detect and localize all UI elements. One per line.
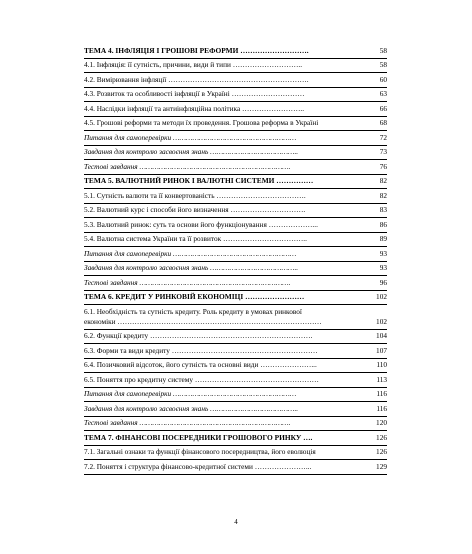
toc-entry-row[interactable] bbox=[84, 117, 387, 132]
toc-entry-row[interactable] bbox=[84, 388, 387, 403]
toc-page-number: 73 bbox=[379, 147, 387, 156]
toc-entry-row[interactable] bbox=[84, 88, 387, 103]
toc-entry-text: 5.3. Валютний ринок: суть та основи його функціонування bbox=[84, 219, 267, 229]
toc-entry-row[interactable] bbox=[84, 359, 387, 374]
toc-entry-row[interactable] bbox=[84, 276, 387, 291]
toc-page-number: 120 bbox=[376, 418, 387, 428]
toc-entry-row[interactable] bbox=[84, 73, 387, 88]
toc-entry-title bbox=[84, 249, 365, 259]
toc-entry-title bbox=[84, 346, 365, 356]
toc-entry-title bbox=[84, 104, 365, 114]
toc-entry-title bbox=[84, 307, 365, 328]
toc-section-row[interactable] bbox=[84, 431, 387, 446]
toc-leader-dots: …………………... bbox=[254, 461, 312, 471]
toc-entry-title bbox=[84, 331, 365, 341]
toc-entry-title bbox=[84, 118, 365, 128]
toc-entry-text: 4.5. Грошові реформи та методи їх проведення. Грошова реформа в Україні bbox=[84, 118, 319, 127]
toc-entry-text: 7.2. Поняття і структура фінансово-кредитної системи bbox=[84, 461, 253, 471]
toc-leader-dots: …………………………….. bbox=[223, 234, 307, 243]
toc-page-number: 93 bbox=[379, 263, 387, 272]
toc-entry-title bbox=[84, 191, 365, 201]
toc-entry-text: Тестові завдання bbox=[84, 277, 138, 287]
toc-entry-row[interactable] bbox=[84, 160, 387, 175]
toc-page-number: 104 bbox=[376, 331, 387, 341]
toc-entry-text: ТЕМА 5. ВАЛЮТНИЙ РИНОК І ВАЛЮТНІ СИСТЕМИ bbox=[84, 176, 275, 185]
toc-entry-text: 4.2. Вимірювання інфляції bbox=[84, 74, 167, 84]
toc-entry-row[interactable] bbox=[84, 417, 387, 432]
toc-page-number: 93 bbox=[379, 248, 387, 258]
toc-entry-text: Питання для самоперевірки bbox=[84, 248, 172, 258]
toc-entry-title bbox=[84, 75, 365, 85]
toc-leader-dots: …………… bbox=[276, 176, 314, 185]
toc-entry-text: ТЕМА 4. ІНФЛЯЦІЯ І ГРОШОВІ РЕФОРМИ bbox=[84, 45, 239, 55]
toc-entry-title-line1: 6.1. Необхідність та сутність кредиту. Роль кредиту в умовах ринкової bbox=[84, 306, 302, 316]
toc-entry-text: 6.3. Форми та види кредиту bbox=[84, 345, 170, 355]
toc-leader-dots: …………………………………………………… bbox=[171, 345, 318, 355]
toc-entry-text: Завдання для контролю засвоєння знань bbox=[84, 403, 209, 413]
toc-entry-text: ТЕМА 6. КРЕДИТ У РИНКОВІЙ ЕКОНОМІЦІ bbox=[84, 292, 244, 301]
toc-entry-row[interactable] bbox=[84, 247, 387, 262]
toc-page-number: 110 bbox=[376, 360, 387, 370]
toc-leader-dots: ………………... bbox=[268, 219, 318, 229]
toc-entry-text: 7.1. Загальні ознаки та функції фінансового посередництва, його еволюція bbox=[84, 447, 316, 457]
toc-leader-dots: ……………………………………………………………. bbox=[139, 277, 291, 287]
toc-entry-title bbox=[84, 162, 365, 172]
toc-leader-dots: …. bbox=[303, 432, 313, 442]
toc-entry-title bbox=[84, 447, 365, 457]
toc-entry-row[interactable] bbox=[84, 204, 387, 219]
toc-leader-dots: ……………………………………………………………. bbox=[139, 161, 291, 171]
toc-page-number: 60 bbox=[379, 74, 387, 84]
toc-entry-text: 5.1. Сутність валюти та її конвертованість bbox=[84, 190, 215, 200]
page-number: 4 bbox=[234, 518, 238, 526]
toc-leader-dots: …………………………………………… bbox=[194, 374, 319, 384]
toc-leader-dots: ………………………………………………… bbox=[172, 132, 297, 142]
toc-entry-title bbox=[84, 263, 365, 273]
table-of-contents bbox=[84, 44, 387, 475]
toc-entry-row[interactable] bbox=[84, 402, 387, 417]
toc-leader-dots: ………………………………………………… bbox=[172, 248, 297, 258]
toc-entry-title-line2 bbox=[84, 317, 361, 327]
toc-page-number: 102 bbox=[376, 316, 387, 326]
toc-entry-title bbox=[84, 133, 365, 143]
toc-page-number: 72 bbox=[379, 132, 387, 142]
toc-entry-title bbox=[84, 292, 365, 302]
toc-entry-title bbox=[84, 205, 365, 215]
toc-entry-row[interactable] bbox=[84, 131, 387, 146]
toc-leader-dots: ………………………………….. bbox=[210, 403, 299, 413]
toc-entry-row[interactable] bbox=[84, 189, 387, 204]
toc-page-number: 102 bbox=[376, 292, 387, 301]
toc-leader-dots: …………………….. bbox=[242, 103, 305, 113]
toc-entry-text: Тестові завдання bbox=[84, 418, 138, 428]
toc-page-number: 116 bbox=[376, 403, 387, 413]
toc-leader-dots: ………………………………. bbox=[216, 190, 306, 200]
toc-entry-text: 4.3. Розвиток та особливості інфляції в Україні bbox=[84, 89, 230, 98]
toc-page-number: 76 bbox=[379, 161, 387, 171]
toc-entry-title bbox=[84, 375, 365, 385]
toc-page-number: 89 bbox=[379, 234, 387, 243]
toc-page-number: 83 bbox=[379, 205, 387, 214]
toc-entry-title bbox=[84, 89, 365, 99]
toc-leader-dots: ………………………… bbox=[231, 89, 305, 98]
toc-entry-title bbox=[84, 278, 365, 288]
toc-entry-title bbox=[84, 360, 365, 370]
toc-entry-title bbox=[84, 418, 365, 428]
toc-entry-row[interactable] bbox=[84, 344, 387, 359]
toc-leader-dots: ………………………………….. bbox=[210, 263, 299, 272]
toc-entry-title bbox=[84, 147, 365, 157]
toc-entry-row[interactable] bbox=[84, 373, 387, 388]
toc-leader-dots: …………………………………………………………. bbox=[149, 331, 313, 341]
toc-leader-dots: ………………………………………………… bbox=[172, 389, 297, 399]
toc-entry-text: 5.4. Валютна система України та її розвиток bbox=[84, 234, 222, 243]
toc-entry-text: Питання для самоперевірки bbox=[84, 389, 172, 399]
toc-entry-text: 6.4. Позичковий відсоток, його сутність та основні види bbox=[84, 360, 259, 370]
toc-entry-text: 4.4. Наслідки інфляції та антиінфляційна політика bbox=[84, 103, 241, 113]
toc-section-row[interactable] bbox=[84, 44, 387, 59]
toc-entry-text: Завдання для контролю засвоєння знань bbox=[84, 147, 209, 156]
toc-section-row[interactable] bbox=[84, 291, 387, 306]
toc-entry-row[interactable] bbox=[84, 305, 387, 330]
toc-entry-title bbox=[84, 176, 365, 186]
toc-page-number: 107 bbox=[376, 345, 387, 355]
toc-leader-dots: …………………………………………………. bbox=[168, 74, 309, 84]
toc-entry-title-continuation: економіки bbox=[84, 316, 116, 326]
toc-entry-row[interactable] bbox=[84, 233, 387, 248]
toc-page-number: 116 bbox=[376, 389, 387, 399]
toc-entry-row[interactable] bbox=[84, 218, 387, 233]
toc-entry-row[interactable] bbox=[84, 460, 387, 475]
toc-entry-row[interactable] bbox=[84, 59, 387, 74]
toc-entry-title bbox=[84, 404, 365, 414]
toc-page-number: 58 bbox=[379, 45, 387, 55]
toc-leader-dots: ……………………………………………………………. bbox=[139, 418, 291, 428]
toc-page-number: 96 bbox=[379, 277, 387, 287]
toc-page-number: 129 bbox=[376, 461, 387, 471]
toc-leader-dots: …………………... bbox=[260, 360, 317, 370]
toc-leader-dots: …………………… bbox=[245, 292, 305, 301]
toc-entry-title bbox=[84, 433, 365, 443]
toc-entry-row[interactable] bbox=[84, 262, 387, 277]
toc-entry-title bbox=[84, 220, 365, 230]
toc-page-number: 63 bbox=[379, 89, 387, 98]
toc-entry-row[interactable] bbox=[84, 146, 387, 161]
toc-entry-text: 4.1. Інфляція: її сутність, причини, види й типи bbox=[84, 60, 231, 69]
toc-page-number: 58 bbox=[379, 60, 387, 69]
toc-leader-dots: ………………………. bbox=[240, 45, 309, 55]
toc-entry-text: 6.5. Поняття про кредитну систему bbox=[84, 374, 194, 384]
toc-entry-row[interactable] bbox=[84, 446, 387, 461]
toc-page-number: 82 bbox=[379, 176, 387, 185]
toc-leader-dots: ……………………….. bbox=[232, 60, 303, 69]
toc-entry-title bbox=[84, 60, 365, 70]
toc-leader-dots: ………………………………….. bbox=[210, 147, 299, 156]
toc-page-number: 86 bbox=[379, 219, 387, 229]
toc-leader-dots: ………………………………………………………………………… bbox=[117, 316, 322, 326]
toc-entry-title bbox=[84, 462, 365, 472]
toc-page-number: 68 bbox=[379, 118, 387, 127]
toc-page-number: 82 bbox=[379, 190, 387, 200]
toc-entry-text: Тестові завдання bbox=[84, 161, 138, 171]
toc-page-number: 66 bbox=[379, 103, 387, 113]
toc-entry-row[interactable] bbox=[84, 102, 387, 117]
toc-entry-title bbox=[84, 389, 365, 399]
toc-entry-text: ТЕМА 7. ФІНАНСОВІ ПОСЕРЕДНИКИ ГРОШОВОГО РИНКУ bbox=[84, 432, 302, 442]
toc-entry-title bbox=[84, 234, 365, 244]
toc-leader-dots: …………………………. bbox=[230, 205, 306, 214]
toc-entry-row[interactable] bbox=[84, 330, 387, 345]
toc-entry-text: Завдання для контролю засвоєння знань bbox=[84, 263, 209, 272]
toc-section-row[interactable] bbox=[84, 175, 387, 190]
toc-page-number: 113 bbox=[376, 374, 387, 384]
toc-page-number: 126 bbox=[376, 432, 387, 442]
toc-entry-text: 5.2. Валютний курс і способи його визначення bbox=[84, 205, 229, 214]
toc-page-number: 126 bbox=[376, 447, 387, 457]
toc-entry-text: Питання для самоперевірки bbox=[84, 132, 172, 142]
toc-entry-text: 6.2. Функції кредиту bbox=[84, 331, 149, 341]
toc-entry-title bbox=[84, 46, 365, 56]
